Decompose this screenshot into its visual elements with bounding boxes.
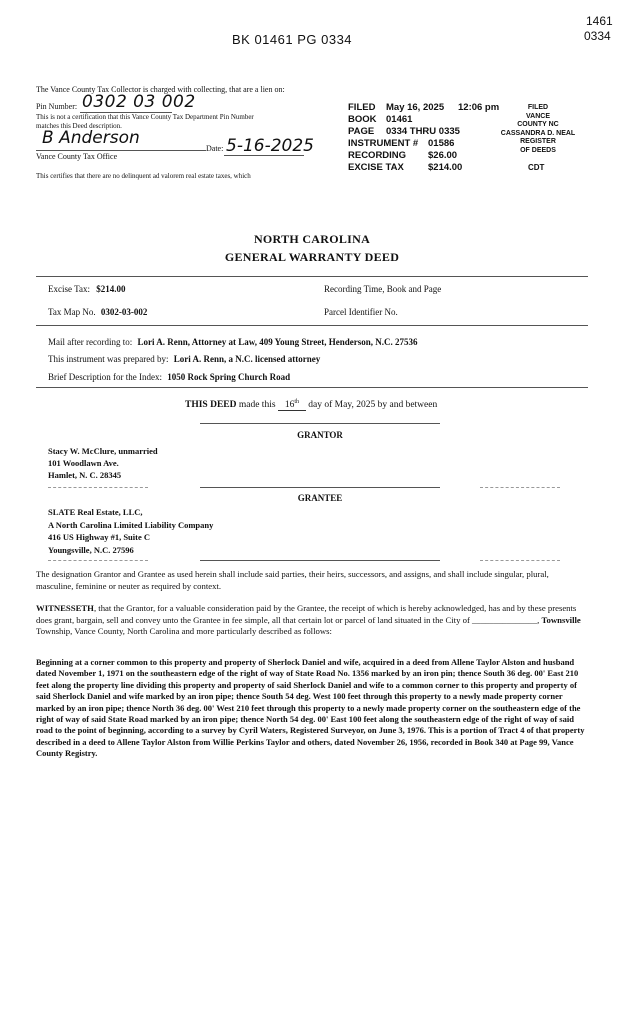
stamp-footer: CDT xyxy=(528,163,545,172)
property-description: Beginning at a corner common to this property and property of Sherlock Daniel and wife, acquired in a deed from Allene Taylor Alston and husband dated November 1, 1971 on the southeastern edge of the right of way of State Road No. 1356 marked by an iron pin; thence South 36 deg. 00' East 210 feet along the property line dividing this property and property of said Sherlock Daniel and wife to a common corner to this property and property of said Sherlock Daniel and wife marked by an iron pipe; thence South 54 deg. West 100 feet through this property to a newly made property corner marked by an iron pipe; thence North 36 deg. 00' West 210 feet through this property to a newly made property corner on the southeastern edge of the right of way of said State Road marked by an iron pipe; thence North 54 deg. 00' East 100 feet along the southeastern edge of the right of way of said road to the point of beginning, according to a survey by Cyril Waters, Registered Surveyor, on June 3, 1976. This is a portion of Tract 4 of that property described in a deed to Allene Taylor Alston from Willie Perkins Taylor and others, dated November 26, 1956, recorded in Book 340 at Page 99, Vance County Registry. xyxy=(36,657,585,759)
tax-cert-line4: matches this Deed description. xyxy=(36,122,122,130)
deed-date-line: THIS DEED made this 16th day of May, 2025 by and between xyxy=(185,399,438,411)
pin-number-label: Pin Number: xyxy=(36,102,78,111)
brief-description: Brief Description for the Index: 1050 Rock Spring Church Road xyxy=(48,372,291,382)
tax-office-label: Vance County Tax Office xyxy=(36,152,118,161)
tax-office-signature: B Anderson xyxy=(42,128,140,148)
grantor-block xyxy=(48,445,158,481)
grantee-block xyxy=(48,506,213,556)
prepared-by: This instrument was prepared by: Lori A. Renn, a N.C. licensed attorney xyxy=(48,354,321,364)
tax-cert-certifies: This certifies that there are no delinquent ad valorem real estate taxes, which xyxy=(36,172,251,180)
grantee-city: Youngsville, N.C. 27596 xyxy=(48,544,134,555)
pin-number-value: 0302 03 002 xyxy=(82,92,196,112)
grantor-city: Hamlet, N. C. 28345 xyxy=(48,470,122,480)
grantee-address: 416 US Highway #1, Suite C xyxy=(48,532,151,542)
tax-map-field: Tax Map No. 0302-03-002 xyxy=(48,307,148,317)
corner-book-number: 1461 xyxy=(586,14,613,28)
corner-page-number: 0334 xyxy=(584,29,611,43)
document-title-state: NORTH CAROLINA xyxy=(253,232,371,246)
date-label: Date: xyxy=(206,144,224,153)
book-page-header: BK 01461 PG 0334 xyxy=(232,32,353,47)
grantee-name: SLATE Real Estate, LLC, xyxy=(48,507,143,517)
document-title: GENERAL WARRANTY DEED xyxy=(224,250,400,264)
tax-cert-line3: This is not a certification that this Vance County Tax Department Pin Number xyxy=(36,113,254,121)
recording-time-label: Recording Time, Book and Page xyxy=(324,284,442,294)
date-value: 5-16-2025 xyxy=(226,136,314,156)
grantor-address: 101 Woodlawn Ave. xyxy=(48,458,119,468)
parcel-identifier-label: Parcel Identifier No. xyxy=(324,307,398,317)
grantor-name: Stacy W. McClure, unmarried xyxy=(48,446,158,456)
grantee-heading: GRANTEE xyxy=(297,493,343,503)
witnesseth-paragraph: WITNESSETH, that the Grantor, for a valuable consideration paid by the Grantee, the receipt of which is hereby acknowledged, has and by these presents does grant, bargain, sell and convey unto the Grantee in fee simple, all that certain lot or parcel of land situated in the City of _______________, Townsville Township, Vance County, North Carolina and more particularly described as follows: xyxy=(36,603,581,636)
designation-paragraph: The designation Grantor and Grantee as used herein shall include said parties, their heirs, successors, and assigns, and shall include singular, plural, masculine, feminine or neuter as required by context. xyxy=(36,569,549,591)
grantee-entity: A North Carolina Limited Liability Company xyxy=(48,519,214,530)
grantor-heading: GRANTOR xyxy=(297,430,343,440)
excise-tax-field: Excise Tax: $214.00 xyxy=(48,284,126,294)
register-of-deeds-stamp: FILED VANCE COUNTY NC CASSANDRA D. NEAL REGISTER OF DEEDS xyxy=(500,104,576,154)
mail-after-recording: Mail after recording to: Lori A. Renn, Attorney at Law, 409 Young Street, Henderson, N.C. 27536 xyxy=(48,337,418,347)
tax-cert-line1: The Vance County Tax Collector is charged with collecting, that are a lien on: xyxy=(36,85,285,94)
